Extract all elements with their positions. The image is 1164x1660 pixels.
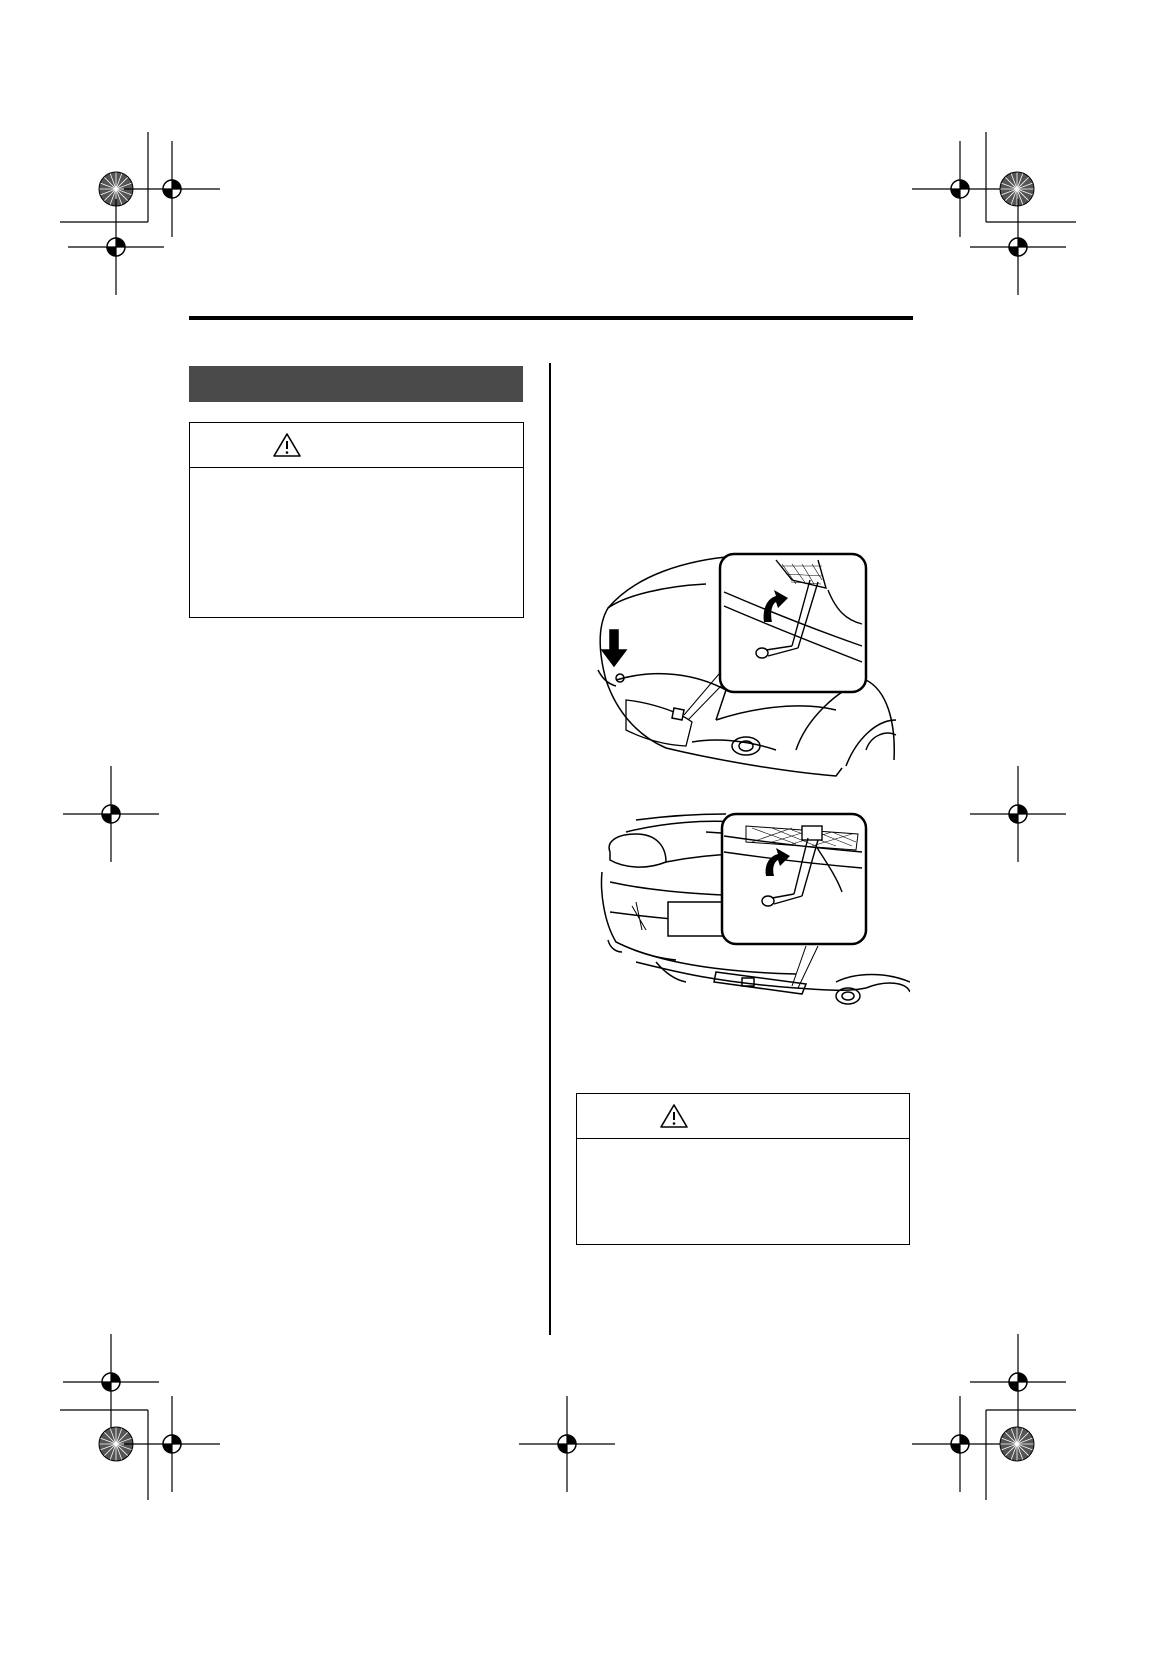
warning-text — [190, 468, 523, 488]
warning-box-header — [190, 423, 523, 468]
column-divider — [549, 363, 551, 1335]
warning-box — [576, 1093, 910, 1245]
warning-box — [189, 422, 524, 618]
warning-box-header — [577, 1094, 909, 1139]
header-rule — [189, 316, 913, 320]
towing-hook-illustration — [596, 550, 910, 1050]
warning-triangle-icon — [272, 432, 302, 458]
warning-text — [577, 1139, 909, 1159]
rear-hook-callout — [722, 814, 866, 944]
front-hook-callout — [720, 554, 866, 692]
warning-triangle-icon — [659, 1103, 689, 1129]
section-title-bar — [189, 366, 523, 402]
